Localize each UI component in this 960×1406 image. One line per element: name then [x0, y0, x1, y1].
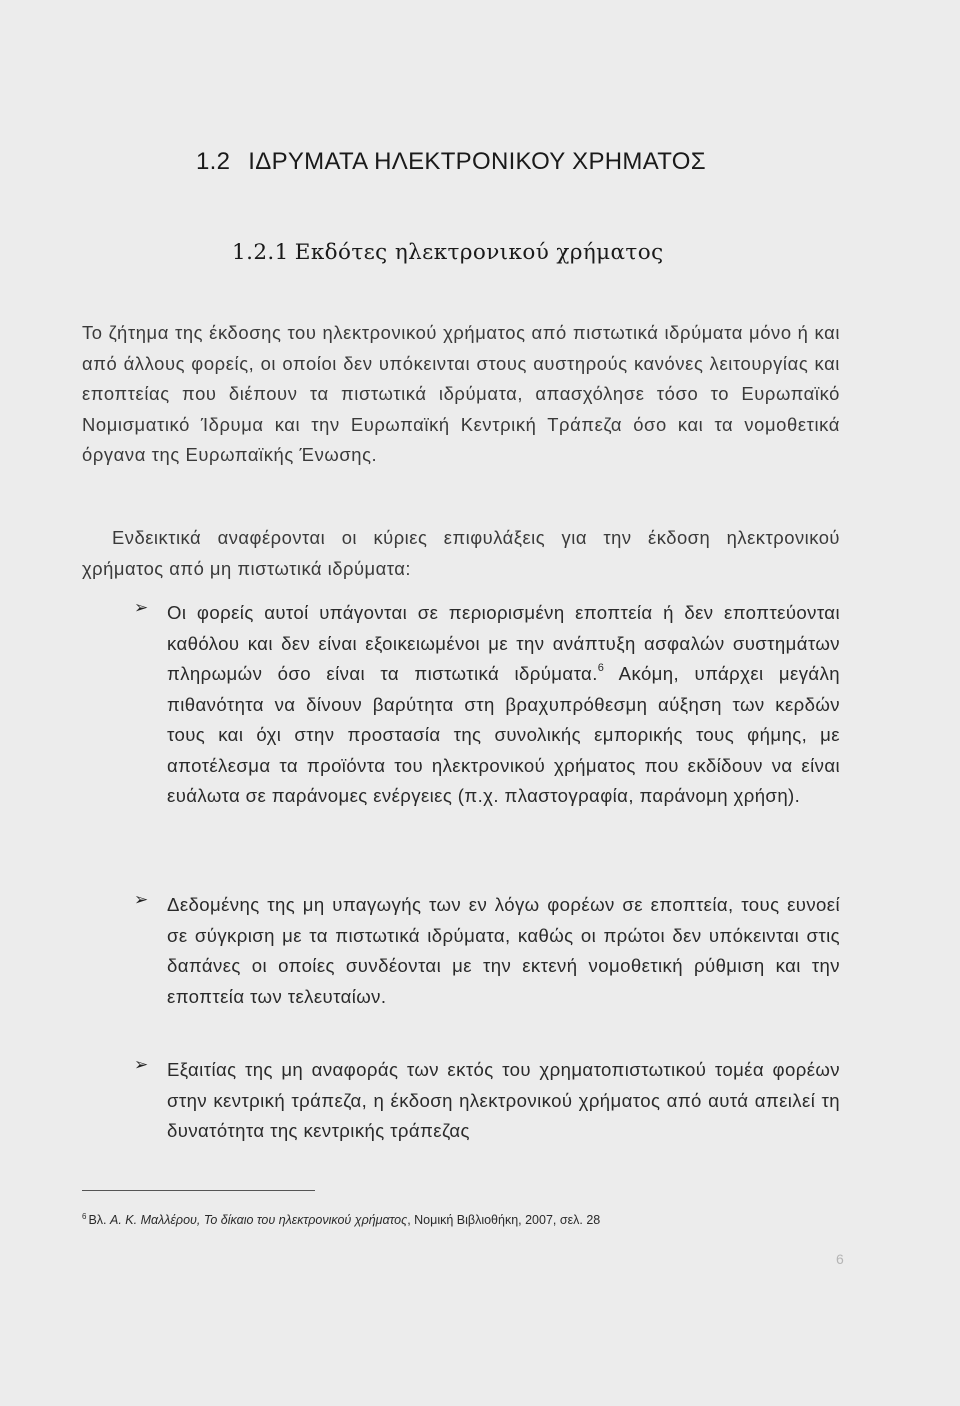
subsection-number: 1.2.1 [232, 240, 289, 265]
section-title: ΙΔΡΥΜΑΤΑ ΗΛΕΚΤΡΟΝΙΚΟΥ ΧΡΗΜΑΤΟΣ [248, 148, 706, 175]
footnote-prefix: Βλ. [88, 1213, 110, 1227]
arrow-bullet-icon: ➢ [134, 1055, 149, 1074]
section-heading [196, 148, 706, 176]
arrow-bullet-icon: ➢ [134, 598, 149, 617]
list-item: Δεδομένης της μη υπαγωγής των εν λόγω φορέων σε εποπτεία, τους ευνοεί σε σύγκριση με τα πιστωτικά ιδρύματα, καθώς οι πρώτοι δεν υπόκεινται στις δαπάνες οι οποίες συνδέονται με την εκτενή νομοθετική ρύθμιση και την εποπτεία των τελευταίων. [167, 894, 840, 1007]
arrow-bullet-icon: ➢ [134, 890, 149, 909]
list-item-text: Οι φορείς αυτοί υπάγονται σε περιορισμένη εποπτεία ή δεν εποπτεύονται καθόλου και δεν είναι εξοικειωμένοι με την ανάπτυξη ασφαλών συστημάτων πληρωμών όσο είναι τα πιστωτικά ιδρύματα. [167, 602, 840, 684]
list-item [167, 598, 840, 812]
section-number: 1.2 [196, 148, 231, 175]
footnote-divider [82, 1190, 315, 1191]
footnote-citation: Α. Κ. Μαλλέρου, Το δίκαιο του ηλεκτρονικού χρήματος [110, 1213, 408, 1227]
footnote-number: 6 [82, 1212, 87, 1221]
page-number: 6 [836, 1251, 844, 1267]
list-item-text-continued: Ακόμη, υπάρχει μεγάλη πιθανότητα να δίνουν βαρύτητα στη βραχυπρόθεσμη αύξηση των κερδών τους και όχι στην προστασία της συνολικής εμπορικής τους φήμης, με αποτέλεσμα τα προϊόντα του ηλεκτρονικού χρήματος που εκδίδουν να είναι ευάλωτα σε παράνομες ενέργειες (π.χ. πλαστογραφία, παράνομη χρήση). [167, 663, 841, 806]
list-item: Εξαιτίας της μη αναφοράς των εκτός του χρηματοπιστωτικού τομέα φορέων στην κεντρική τράπεζα, η έκδοση ηλεκτρονικού χρήματος από αυτά απειλεί τη δυνατότητα της κεντρικής τράπεζας [167, 1059, 840, 1141]
subsection-heading [232, 240, 664, 265]
paragraph-intro: Το ζήτημα της έκδοσης του ηλεκτρονικού χρήματος από πιστωτικά ιδρύματα μόνο ή και από άλλους φορείς, οι οποίοι δεν υπόκεινται στους αυστηρούς κανόνες λειτουργίας και εποπτείας που διέπουν τα πιστωτικά ιδρύματα, απασχόλησε τόσο το Ευρωπαϊκό Νομισματικό Ίδρυμα και την Ευρωπαϊκή Κεντρική Τράπεζα όσο και τα νομοθετικά όργανα της Ευρωπαϊκής Ένωσης. [82, 322, 840, 465]
subsection-title: Εκδότες ηλεκτρονικού χρήματος [294, 240, 664, 265]
paragraph-reservations: Ενδεικτικά αναφέρονται οι κύριες επιφυλάξεις για την έκδοση ηλεκτρονικού χρήματος από μη πιστωτικά ιδρύματα: [82, 527, 840, 579]
footnote-suffix: , Νομική Βιβλιοθήκη, 2007, σελ. 28 [407, 1213, 601, 1227]
footnote [82, 1212, 600, 1227]
footnote-reference[interactable]: 6 [597, 662, 605, 674]
